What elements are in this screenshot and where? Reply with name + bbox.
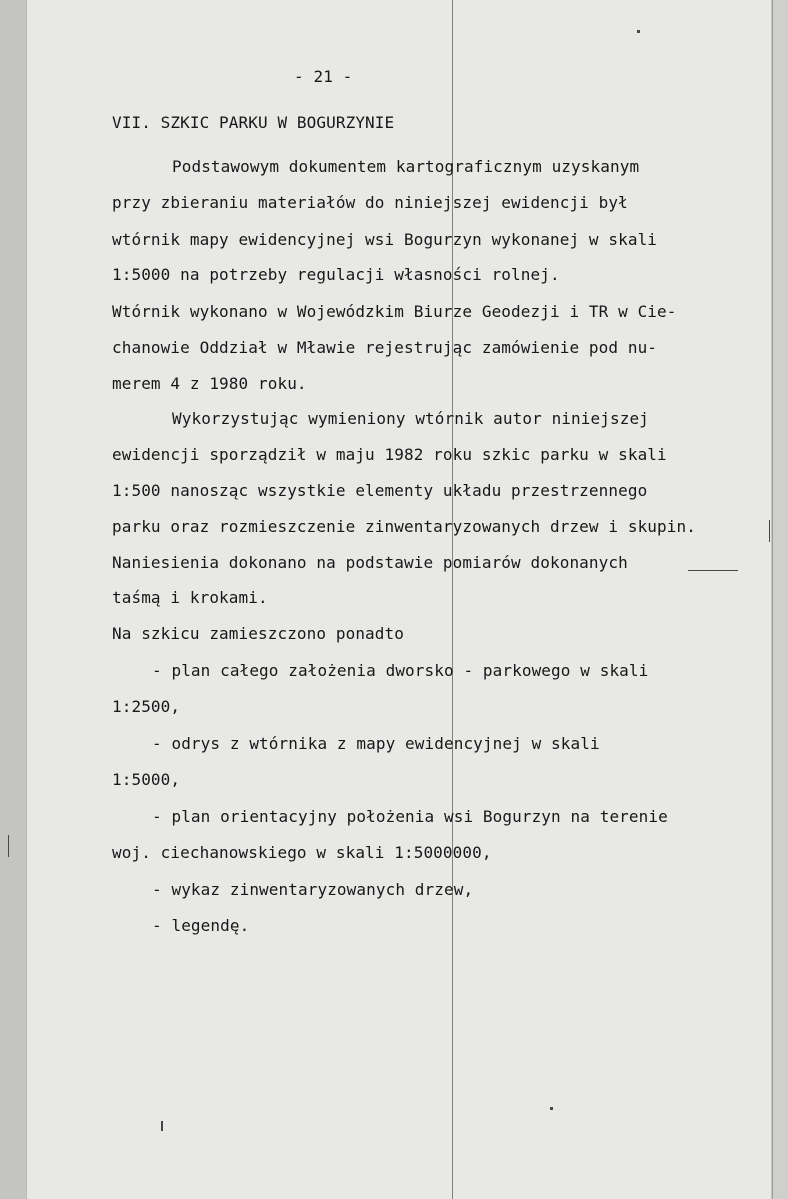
scan-speck-4 bbox=[8, 835, 9, 857]
list-item-2: - odrys z wtórnika z mapy ewidencyjnej w skali bbox=[152, 734, 600, 753]
text-line-14: Na szkicu zamieszczono ponadto bbox=[112, 624, 404, 643]
scan-speck-2 bbox=[550, 1107, 553, 1110]
text-line-8: Wykorzystując wymieniony wtórnik autor niniejszej bbox=[172, 409, 649, 428]
page-left-edge bbox=[0, 0, 27, 1199]
section-heading: VII. SZKIC PARKU W BOGURZYNIE bbox=[112, 113, 395, 132]
list-item-3-cont: woj. ciechanowskiego w skali 1:5000000, bbox=[112, 843, 492, 862]
text-line-4: 1:5000 na potrzeby regulacji własności rolnej. bbox=[112, 265, 560, 284]
text-line-3: wtórnik mapy ewidencyjnej wsi Bogurzyn wykonanej w skali bbox=[112, 230, 658, 249]
fold-line bbox=[452, 0, 453, 1199]
list-item-1: - plan całego założenia dworsko - parkowego w skali bbox=[152, 661, 649, 680]
list-item-5: - legendę. bbox=[152, 916, 250, 935]
list-item-2-cont: 1:5000, bbox=[112, 770, 181, 789]
page-number: - 21 - bbox=[294, 67, 353, 86]
text-line-2: przy zbieraniu materiałów do niniejszej ewidencji był bbox=[112, 193, 628, 212]
list-item-1-cont: 1:2500, bbox=[112, 697, 181, 716]
text-line-7: merem 4 z 1980 roku. bbox=[112, 374, 307, 393]
text-line-9: ewidencji sporządził w maju 1982 roku szkic parku w skali bbox=[112, 445, 667, 464]
text-line-13: taśmą i krokami. bbox=[112, 588, 268, 607]
text-line-10: 1:500 nanosząc wszystkie elementy układu przestrzennego bbox=[112, 481, 648, 500]
scan-speck-1 bbox=[637, 30, 640, 33]
list-item-4: - wykaz zinwentaryzowanych drzew, bbox=[152, 880, 474, 899]
page-right-edge bbox=[772, 0, 788, 1199]
text-line-6: chanowie Oddział w Mławie rejestrując zamówienie pod nu- bbox=[112, 338, 658, 357]
text-line-11: parku oraz rozmieszczenie zinwentaryzowanych drzew i skupin. bbox=[112, 517, 696, 536]
scan-speck-5 bbox=[769, 520, 770, 542]
underline-mark bbox=[688, 570, 738, 571]
text-line-1: Podstawowym dokumentem kartograficznym uzyskanym bbox=[172, 157, 640, 176]
list-item-3: - plan orientacyjny położenia wsi Bogurzyn na terenie bbox=[152, 807, 668, 826]
text-line-12: Naniesienia dokonano na podstawie pomiarów dokonanych bbox=[112, 553, 628, 572]
scan-speck-3 bbox=[161, 1121, 163, 1131]
text-line-5: Wtórnik wykonano w Wojewódzkim Biurze Geodezji i TR w Cie- bbox=[112, 302, 677, 321]
